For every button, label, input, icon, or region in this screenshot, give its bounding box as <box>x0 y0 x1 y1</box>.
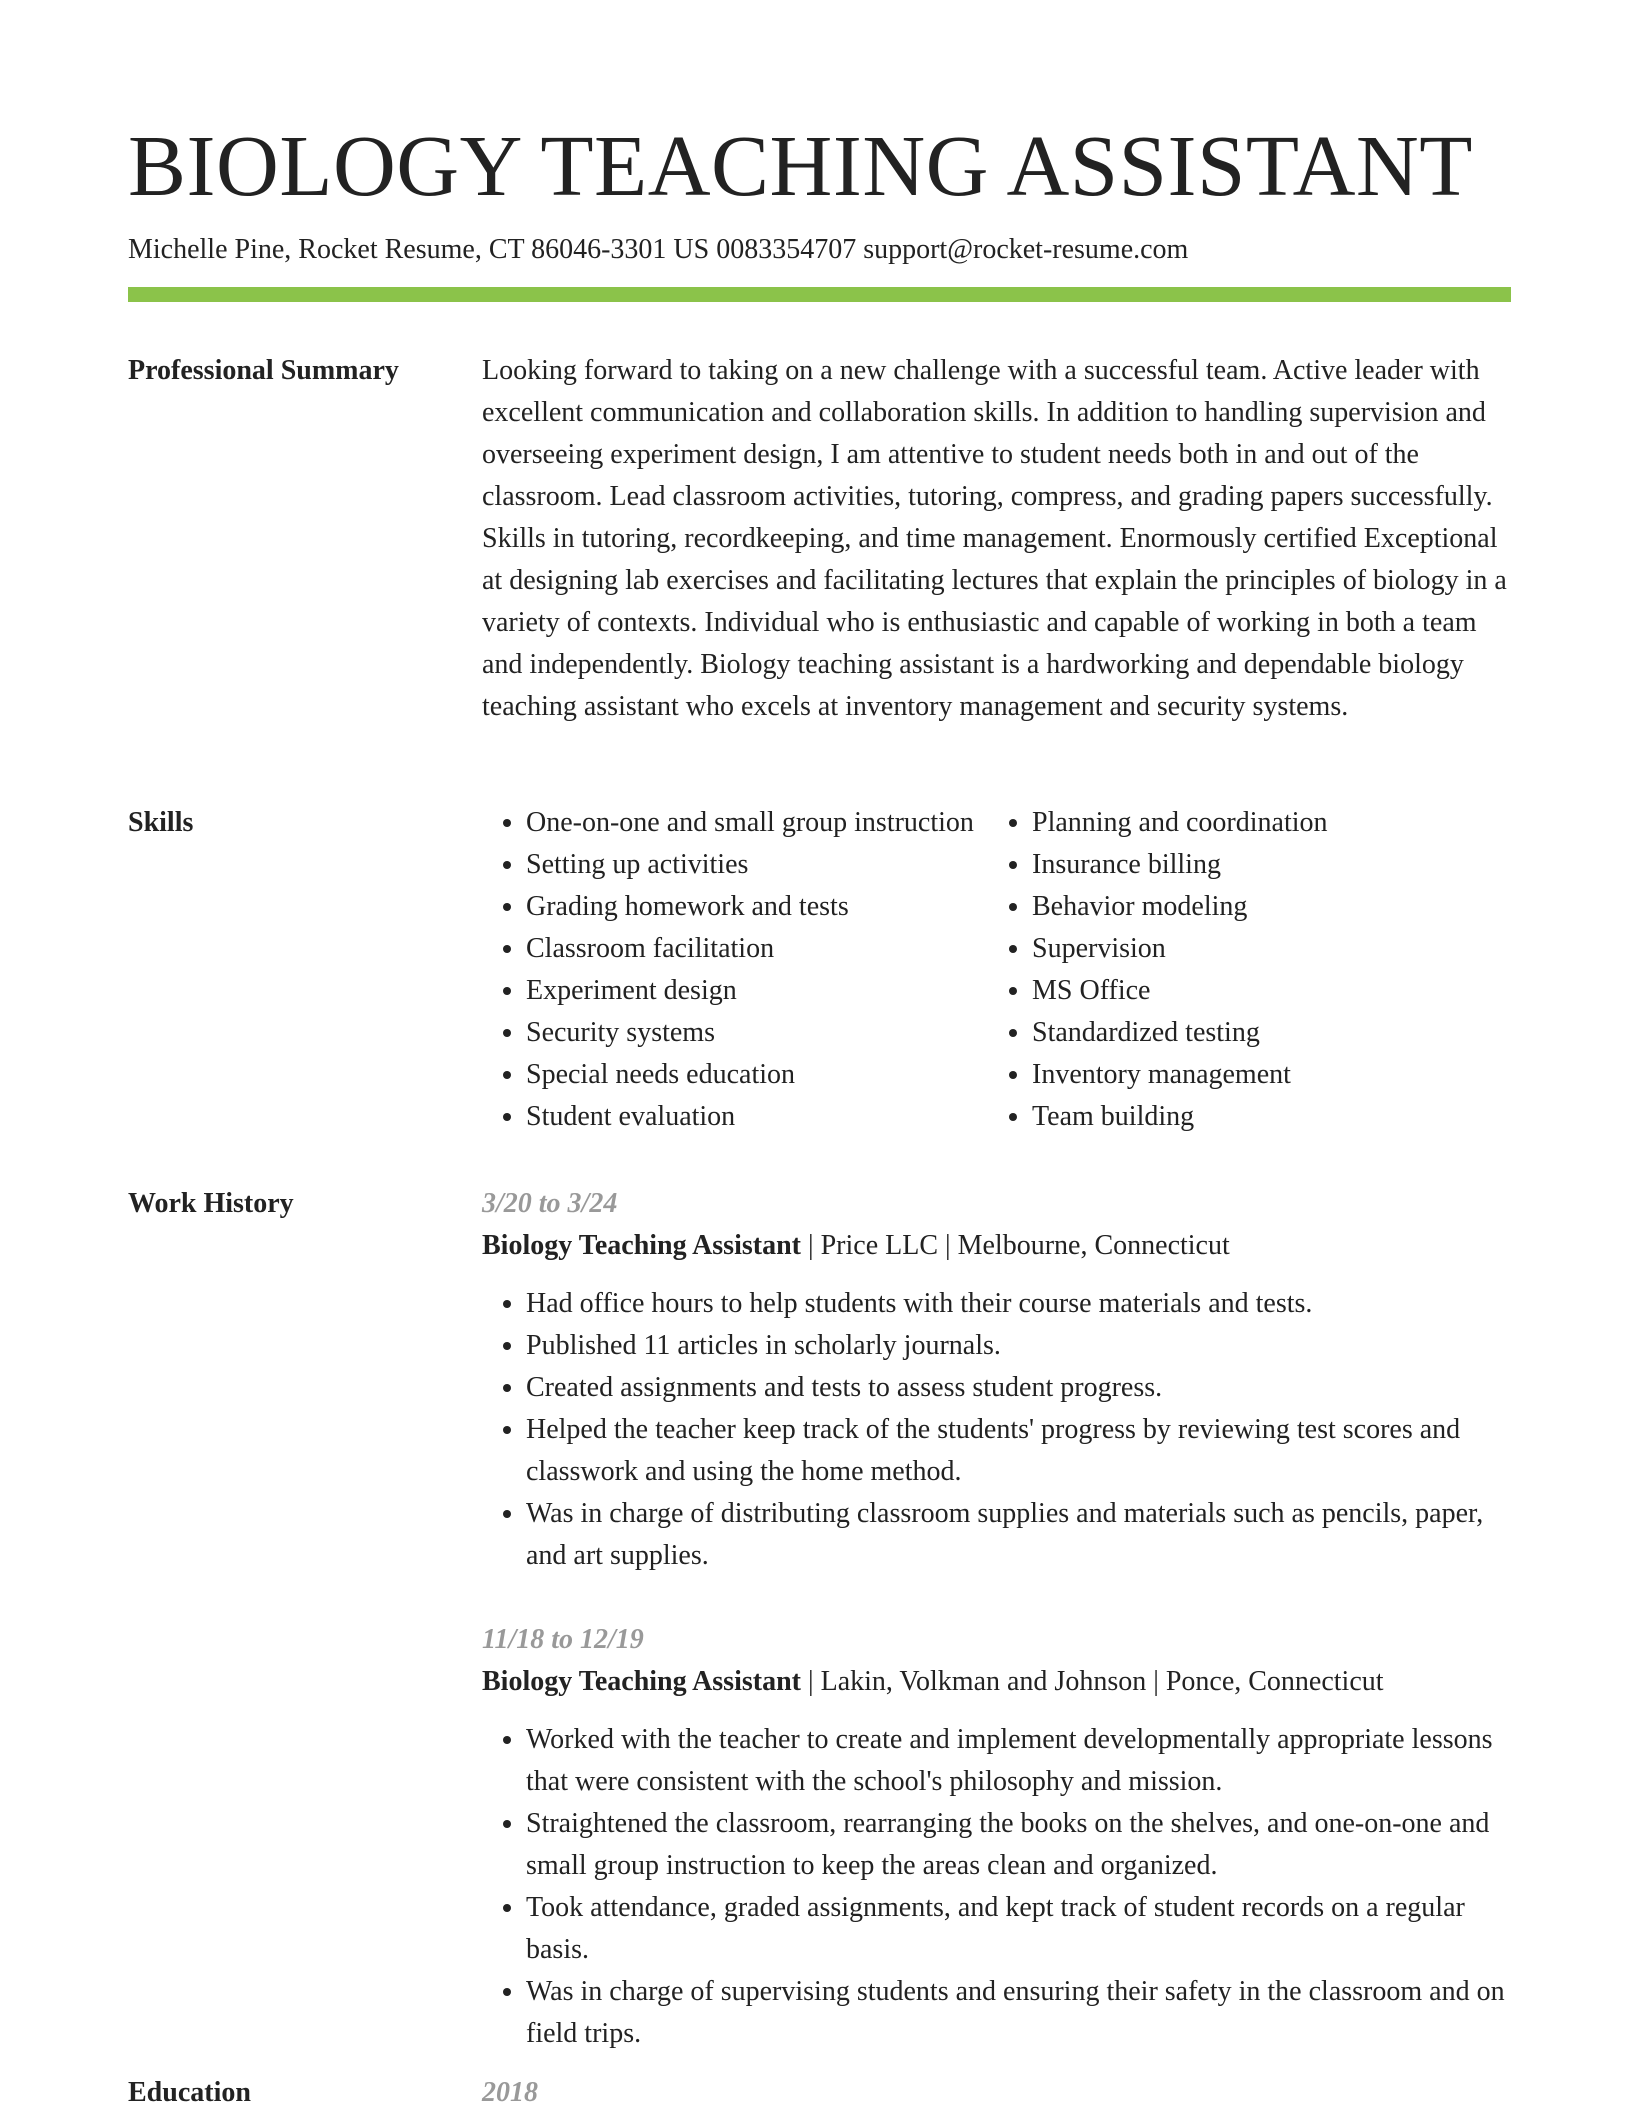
skill-item: • Behavior modeling <box>1032 886 1492 928</box>
job-bullet: • Took attendance, graded assignments, and kept track of student records on a regular basis. <box>526 1887 1511 1971</box>
job-bullet: • Helped the teacher keep track of the students' progress by reviewing test scores and classwork and using the home method. <box>526 1409 1511 1493</box>
job-bullet: • Straightened the classroom, rearranging the books on the shelves, and one-on-one and small group instruction to keep the areas clean and organized. <box>526 1803 1511 1887</box>
skill-item: • Student evaluation <box>526 1096 988 1138</box>
job-bullet: • Was in charge of supervising students and ensuring their safety in the classroom and on field trips. <box>526 1971 1511 2055</box>
skills-label: Skills <box>128 807 194 838</box>
summary-label: Professional Summary <box>128 355 399 386</box>
job-bullet: • Worked with the teacher to create and implement developmentally appropriate lessons that were consistent with the school's philosophy and mission. <box>526 1719 1511 1803</box>
skill-item: • Team building <box>1032 1096 1492 1138</box>
job-bullet: • Published 11 articles in scholarly journals. <box>526 1325 1511 1367</box>
job-title: Biology Teaching Assistant <box>482 1230 801 1261</box>
job-details: | Price LLC | Melbourne, Connecticut <box>800 1230 1230 1261</box>
skill-item: • Experiment design <box>526 970 988 1012</box>
skill-item: • Standardized testing <box>1032 1012 1492 1054</box>
job-bullet: • Had office hours to help students with their course materials and tests. <box>526 1283 1511 1325</box>
work-history-body <box>482 1183 1511 2097</box>
job-bullets <box>482 1719 1511 2055</box>
resume-title: BIOLOGY TEACHING ASSISTANT <box>128 117 1473 214</box>
job-entry <box>482 1183 1511 1577</box>
skill-item: • Setting up activities <box>526 844 988 886</box>
summary-text: Looking forward to taking on a new challenge with a successful team. Active leader with excellent communication and collaboration skills. In addition to handling supervision and overseeing experiment design, I am attentive to student needs both in and out of the classroom. Lead classroom activities, tutoring, compress, and grading papers successfully. Skills in tutoring, recordkeeping, and time management. Enormously certified Exceptional at designing lab exercises and facilitating lectures that explain the principles of biology in a variety of contexts. Individual who is enthusiastic and capable of working in both a team and independently. Biology teaching assistant is a hardworking and dependable biology teaching assistant who excels at inventory management and security systems. <box>482 355 1507 722</box>
skill-item: • One-on-one and small group instruction <box>526 802 988 844</box>
skills-body <box>482 802 1511 1138</box>
skill-item: • Grading homework and tests <box>526 886 988 928</box>
skill-item: • Security systems <box>526 1012 988 1054</box>
job-bullets <box>482 1283 1511 1577</box>
contact-line: Michelle Pine, Rocket Resume, CT 86046-3301 US 0083354707 support@rocket-resume.com <box>128 234 1189 265</box>
skill-item: • Supervision <box>1032 928 1492 970</box>
accent-divider <box>128 287 1511 302</box>
job-details: | Lakin, Volkman and Johnson | Ponce, Connecticut <box>800 1666 1384 1697</box>
skills-column-1 <box>482 802 988 1138</box>
job-date: 11/18 to 12/19 <box>482 1624 644 1655</box>
skill-item: • MS Office <box>1032 970 1492 1012</box>
job-bullet: • Was in charge of distributing classroom supplies and materials such as pencils, paper, and art supplies. <box>526 1493 1511 1577</box>
job-date: 3/20 to 3/24 <box>482 1188 618 1219</box>
work-history-label: Work History <box>128 1188 294 1219</box>
summary-body <box>482 350 1511 728</box>
job-entry <box>482 1619 1511 2055</box>
skill-item: • Special needs education <box>526 1054 988 1096</box>
skill-item: • Insurance billing <box>1032 844 1492 886</box>
job-heading <box>482 1661 1511 1703</box>
job-heading <box>482 1225 1511 1267</box>
skill-item: • Inventory management <box>1032 1054 1492 1096</box>
education-label: Education <box>128 2077 251 2108</box>
skill-item: • Planning and coordination <box>1032 802 1492 844</box>
education-date: 2018 <box>482 2077 538 2108</box>
job-title: Biology Teaching Assistant <box>482 1666 801 1697</box>
skill-item: • Classroom facilitation <box>526 928 988 970</box>
education-body <box>482 2072 1511 2114</box>
job-bullet: • Created assignments and tests to assess student progress. <box>526 1367 1511 1409</box>
skills-column-2 <box>988 802 1492 1138</box>
